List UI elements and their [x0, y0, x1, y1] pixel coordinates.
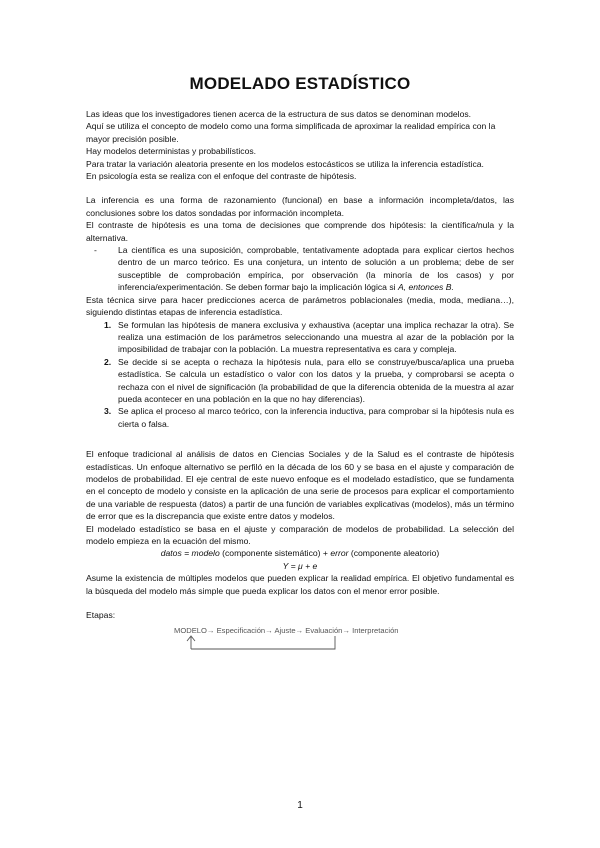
list-item — [86, 356, 514, 406]
list-item-italic: A, entonces B. — [397, 282, 454, 293]
equation-systematic: (componente sistemático) + — [219, 548, 331, 559]
approach-paragraph: El enfoque tradicional al análisis de datos en Ciencias Sociales y de la Salud es el contraste de hipótesis estadísticas. Un enfoque alternativo se perfiló en la década de los 60 y se basa en el ajuste y comparación de modelos de probabilidad. El eje central de este nuevo enfoque es el modelado estadístico, que se fundamenta en el concepto de modelo y consiste en la aplicación de una serie de procesos para explicar el comportamiento de una variable de respuesta (datos) a partir de una función de variables explicativas (modelos), más un término de error que es la discrepancia que existe entre datos y modelos. — [86, 449, 515, 522]
list-item-text: La científica es una suposición, comprobable, tentativamente adoptada para explicar ciertos hechos dentro de un marco teórico. Es una conjetura, un intento de solución a un problema; debe de ser susceptible de comprobación empírica, por observación (la minoría de los casos) y por inferencia/experimentación. Se deben formar bajo la implicación lógica si — [118, 245, 514, 293]
steps-list — [86, 319, 514, 431]
inference-paragraph: La inferencia es una forma de razonamiento (funcional) en base a información incompleta/datos, las conclusiones sobre los datos sondadas por información incompleta. — [86, 195, 514, 218]
list-item — [86, 319, 514, 356]
modelado-paragraph: El modelado estadístico se basa en el ajuste y comparación de modelos de probabilidad. La selección del modelo empieza en la ecuación del mismo. — [86, 523, 514, 546]
list-item — [86, 405, 514, 430]
page-number: 1 — [297, 800, 303, 811]
hypothesis-list — [86, 244, 514, 294]
list-item — [86, 244, 514, 294]
feedback-arrow-icon — [86, 625, 514, 655]
equation-datos: datos = modelo — [160, 548, 220, 559]
intro-line: Las ideas que los investigadores tienen acerca de la estructura de sus datos se denominan modelos. — [86, 109, 472, 119]
flow-text: MODELO→ Especificación→ Ajuste→ Evaluación→ Interpretación — [174, 626, 399, 636]
equation-random: (componente aleatorio) — [348, 548, 440, 559]
step-text: Se formulan las hipótesis de manera exclusiva y exhaustiva (aceptar una implica rechazar la otra). Se realiza una estimación de los parámetros seleccionando una muestra al azar de la población por la imposibilidad de trabajar con la población. La muestra representativa es cara y compleja. — [118, 319, 514, 355]
intro-line: Hay modelos deterministas y probabilísticos. — [86, 146, 257, 157]
etapas-label: Etapas: — [86, 610, 116, 621]
contrast-paragraph: El contraste de hipótesis es una toma de decisiones que comprende dos hipótesis: la científica/nula y la alternativa. — [86, 220, 514, 243]
step-number: 1. — [104, 319, 112, 330]
intro-line: Para tratar la variación aleatoria presente en los modelos estocásticos se utiliza la inferencia estadística. — [86, 158, 484, 169]
step-text: Se aplica el proceso al marco teórico, con la inferencia inductiva, para comprobar si la hipótesis nula es cierta o falsa. — [118, 406, 514, 429]
page-title: MODELADO ESTADÍSTICO — [189, 74, 411, 93]
intro-line: Aquí se utiliza el concepto de modelo como una forma simplificada de aproximar la realidad empírica con la mayor precisión posible. — [86, 121, 496, 144]
technique-paragraph: Esta técnica sirve para hacer predicciones acerca de parámetros poblacionales (media, moda, mediana…), siguiendo distintas etapas de inferencia estadística. — [86, 294, 514, 318]
document-body — [86, 108, 514, 655]
intro-line: En psicología esta se realiza con el enfoque del contraste de hipótesis. — [86, 171, 357, 182]
stages-flow-diagram — [86, 625, 514, 655]
assume-paragraph: Asume la existencia de múltiples modelos que pueden explicar la realidad empírica. El objetivo fundamental es la búsqueda del modelo más simple que pueda explicar los datos con el menor error posible. — [86, 573, 514, 596]
step-number: 3. — [104, 406, 112, 417]
step-text: Se decide si se acepta o rechaza la hipótesis nula, para ello se construye/busca/aplica una prueba estadística. Se calcula un estadístico o valor con los datos y la prueba, y comprobarsi se acepta o rechaza con el nivel de significación (la probabilidad de que la diferencia obtenida de la muestra al azar pueda acontecer en una población en la que no hay diferencias). — [118, 356, 514, 404]
step-number: 2. — [104, 356, 112, 367]
equation-line — [86, 547, 514, 559]
equation-formula: Y = μ + e — [282, 560, 318, 571]
equation-error: error — [330, 548, 349, 559]
